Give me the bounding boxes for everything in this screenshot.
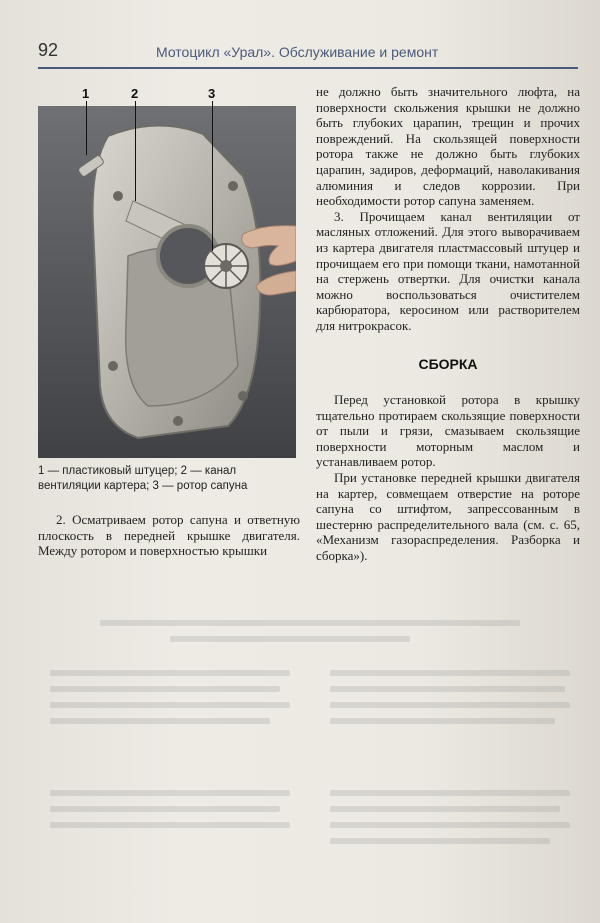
callout-3: 3 — [208, 86, 216, 101]
callout-2-line — [135, 101, 136, 201]
callout-2: 2 — [131, 86, 139, 101]
page-number: 92 — [38, 40, 59, 60]
right-column-assembly — [316, 392, 580, 564]
show-through-texture — [20, 600, 580, 900]
engine-cover-photo — [38, 106, 296, 458]
right-column — [316, 84, 580, 334]
callout-3-line — [212, 101, 213, 251]
left-column — [38, 512, 300, 559]
section-heading-assembly: СБОРКА — [418, 356, 478, 372]
engine-cover-illustration — [38, 106, 296, 458]
right-paragraph-2: 3. Прочищаем канал вентиляции от масляных отложений. Для этого выворачиваем из картера двигателя пластмассовый штуцер и прочищаем его при помощи ткани, намотанной на стержень отвертки. Для очистки канала можно воспользоваться очистителем карбюратора, керосином или растворителем для нитрокрасок. — [316, 208, 580, 333]
callout-1: 1 — [82, 86, 90, 101]
figure-caption: 1 — пластиковый штуцер; 2 — канал вентиляции картера; 3 — ротор сапуна — [38, 465, 248, 492]
assembly-paragraph-2: При установке передней крышки двигателя на картер, совмещаем отверстие на роторе сапуна со штифтом, запрессованным в шестерню распределительного вала (см. с. 65, «Механизм газораспределения. Разборка и сборка»). — [316, 469, 580, 563]
left-paragraph-1: 2. Осматриваем ротор сапуна и ответную плоскость в передней крышке двигателя. Между ротором и поверхностью крышки — [38, 512, 300, 559]
running-title: Мотоцикл «Урал». Обслуживание и ремонт — [156, 44, 439, 60]
assembly-paragraph-1: Перед установкой ротора в крышку тщательно протираем скользящие поверхности от пыли и грязи, смазываем скользящие поверхности моторным маслом и устанавливаем ротор. — [316, 392, 580, 470]
callout-1-line — [86, 101, 87, 155]
header-rule — [38, 67, 578, 69]
breather-rotor-shape — [204, 244, 248, 288]
right-paragraph-1: не должно быть значительного люфта, на поверхности скольжения крышки не должно быть глубоких царапин, трещин и прочих повреждений. На скользящей поверхности ротора также не должно быть глубоких царапин, задиров, деформаций, наволакивания алюминия и следов коррозии. При необходимости ротор сапуна заменяем. — [316, 84, 580, 209]
